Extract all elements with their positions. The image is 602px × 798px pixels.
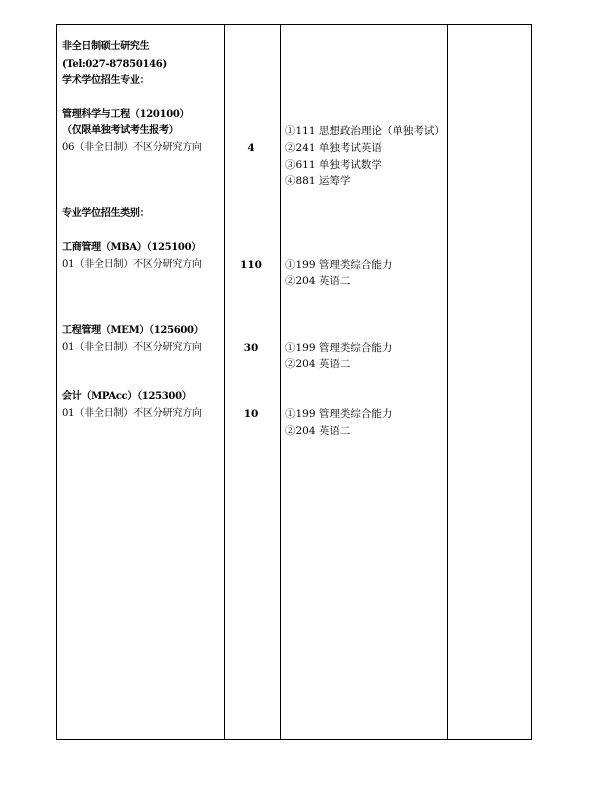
program-direction-mba: 01（非全日制）不区分研究方向 (62, 259, 202, 270)
column-divider (280, 25, 281, 739)
exam-subject: ①199 管理类综合能力 (285, 408, 393, 420)
academic-degree-heading: 学术学位招生专业： (62, 75, 150, 86)
column-divider (224, 25, 225, 739)
exam-subject: ②204 英语二 (285, 275, 351, 287)
program-title-mem: 工程管理（MEM）（125600） (62, 325, 204, 336)
quota-mba: 110 (240, 259, 262, 271)
exam-subject: ①199 管理类综合能力 (285, 342, 393, 354)
exam-subject: ②241 单独考试英语 (285, 142, 382, 154)
program-note-mgmt-sci: （仅限单独考试考生报考） (62, 125, 179, 136)
program-direction-mem: 01（非全日制）不区分研究方向 (62, 342, 202, 353)
exam-subject: ①199 管理类综合能力 (285, 259, 393, 271)
contact-phone: (Tel:027-87850146) (62, 59, 167, 70)
program-direction-mgmt-sci: 06（非全日制）不区分研究方向 (62, 142, 202, 153)
section-label-part-time: 非全日制硕士研究生 (62, 41, 150, 52)
exam-subject: ②204 英语二 (285, 358, 351, 370)
program-title-mba: 工商管理（MBA）（125100） (62, 242, 201, 253)
exam-subject: ④881 运筹学 (285, 175, 351, 187)
quota-mpacc: 10 (243, 408, 259, 420)
quota-mem: 30 (243, 342, 259, 354)
exam-subject: ①111 思想政治理论（单独考试） (285, 125, 445, 137)
professional-degree-heading: 专业学位招生类别： (62, 208, 150, 219)
column-divider (447, 25, 448, 739)
program-title-mgmt-sci: 管理科学与工程（120100） (62, 109, 190, 120)
quota-mgmt-sci: 4 (247, 142, 255, 154)
program-direction-mpacc: 01（非全日制）不区分研究方向 (62, 408, 202, 419)
exam-subject: ③611 单独考试数学 (285, 159, 382, 171)
program-title-mpacc: 会计（MPAcc）（125300） (62, 391, 192, 402)
exam-subject: ②204 英语二 (285, 425, 351, 437)
